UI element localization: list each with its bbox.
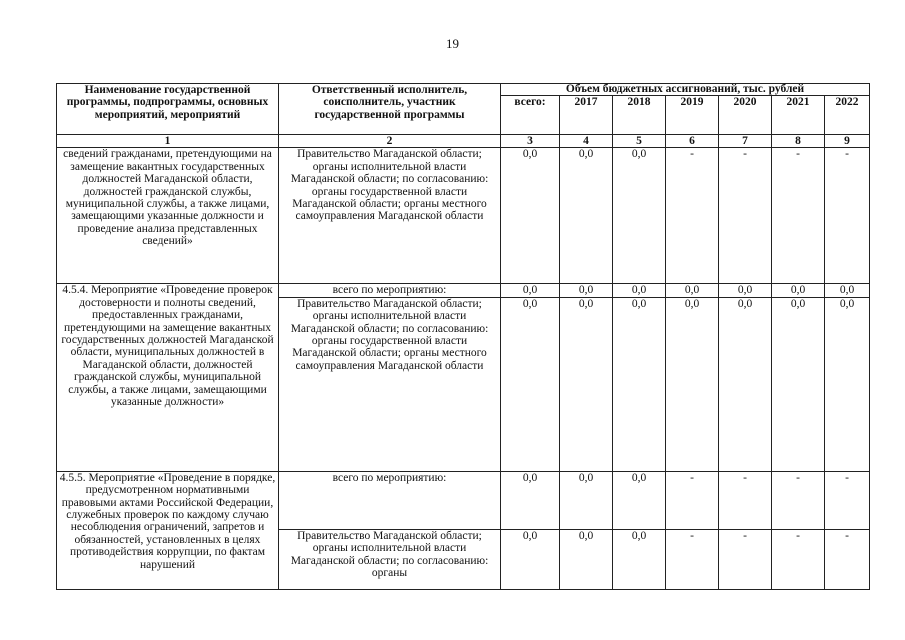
total-value-2018: 0,0 (613, 284, 666, 297)
col-number: 4 (560, 135, 613, 148)
table-row (57, 471, 870, 529)
value-2018: 0,0 (613, 529, 666, 589)
total-value-2018: 0,0 (613, 471, 666, 529)
header-program-name: Наименование государственной программы, подпрограммы, основных мероприятий, мероприятий (57, 84, 279, 135)
col-number: 2 (279, 135, 501, 148)
header-year-2018: 2018 (613, 96, 666, 135)
total-value-2022: 0,0 (825, 284, 870, 297)
value-total: 0,0 (501, 297, 560, 471)
value-2021: - (772, 529, 825, 589)
total-value-2020: - (719, 471, 772, 529)
column-numbers-row (57, 135, 870, 148)
col-number: 9 (825, 135, 870, 148)
executor-cell: Правительство Магаданской области; органы исполнительной власти Магаданской области; по согласованию: органы государственной власти Магаданской области; органы местного самоуправления Магаданской области (279, 297, 501, 471)
header-row (57, 84, 870, 96)
value-2020: - (719, 529, 772, 589)
total-value-2020: 0,0 (719, 284, 772, 297)
total-value-2022: - (825, 471, 870, 529)
col-number: 3 (501, 135, 560, 148)
header-year-2020: 2020 (719, 96, 772, 135)
value-total: 0,0 (501, 529, 560, 589)
program-name-cell: сведений гражданами, претендующими на замещение вакантных государственных должностей Магаданской области, должностей гражданской службы, муниципальной службы, а также лицами, замещающими указанные должности и проведение анализа представленных сведений» (57, 148, 279, 284)
col-number: 1 (57, 135, 279, 148)
value-2022: 0,0 (825, 297, 870, 471)
total-label-cell: всего по мероприятию: (279, 284, 501, 297)
total-label-cell: всего по мероприятию: (279, 471, 501, 529)
executor-cell: Правительство Магаданской области; органы исполнительной власти Магаданской области; по согласованию: органы (279, 529, 501, 589)
value-total: 0,0 (501, 148, 560, 284)
budget-table (56, 83, 870, 590)
total-value-2017: 0,0 (560, 284, 613, 297)
value-2019: - (666, 529, 719, 589)
value-2019: - (666, 148, 719, 284)
page-number: 19 (446, 36, 459, 51)
value-2020: - (719, 148, 772, 284)
value-2022: - (825, 529, 870, 589)
total-value-total: 0,0 (501, 284, 560, 297)
total-value-2021: 0,0 (772, 284, 825, 297)
value-2017: 0,0 (560, 148, 613, 284)
total-value-2019: 0,0 (666, 284, 719, 297)
table-row (57, 148, 870, 284)
value-2022: - (825, 148, 870, 284)
program-name-cell: 4.5.4. Мероприятие «Проведение проверок достоверности и полноты сведений, предоставленных гражданами, претендующими на замещение вакантных государственных должностей Магаданской области, муниципальных должностей в Магаданской области, должностей гражданской службы, муниципальной службы, а также лицами, замещающими указанные должности» (57, 284, 279, 471)
total-value-2019: - (666, 471, 719, 529)
header-year-2017: 2017 (560, 96, 613, 135)
value-2021: 0,0 (772, 297, 825, 471)
total-value-total: 0,0 (501, 471, 560, 529)
total-value-2017: 0,0 (560, 471, 613, 529)
table-row (57, 284, 870, 297)
header-budget-title: Объем бюджетных ассигнований, тыс. рублей (501, 84, 870, 96)
total-value-2021: - (772, 471, 825, 529)
header-year-2022: 2022 (825, 96, 870, 135)
header-total: всего: (501, 96, 560, 135)
value-2021: - (772, 148, 825, 284)
header-year-2019: 2019 (666, 96, 719, 135)
value-2018: 0,0 (613, 297, 666, 471)
value-2017: 0,0 (560, 529, 613, 589)
header-executor: Ответственный исполнитель, соисполнитель, участник государственной программы (279, 84, 501, 135)
program-name-cell: 4.5.5. Мероприятие «Проведение в порядке, предусмотренном нормативными правовыми актами Российской Федерации, служебных проверок по каждому случаю несоблюдения ограничений, запретов и обязанностей, установленных в целях противодействия коррупции, по фактам нарушений (57, 471, 279, 589)
col-number: 5 (613, 135, 666, 148)
col-number: 6 (666, 135, 719, 148)
executor-cell: Правительство Магаданской области; органы исполнительной власти Магаданской области; по согласованию: органы государственной власти Магаданской области; органы местного самоуправления Магаданской области (279, 148, 501, 284)
col-number: 7 (719, 135, 772, 148)
value-2020: 0,0 (719, 297, 772, 471)
value-2018: 0,0 (613, 148, 666, 284)
col-number: 8 (772, 135, 825, 148)
header-year-2021: 2021 (772, 96, 825, 135)
value-2017: 0,0 (560, 297, 613, 471)
value-2019: 0,0 (666, 297, 719, 471)
